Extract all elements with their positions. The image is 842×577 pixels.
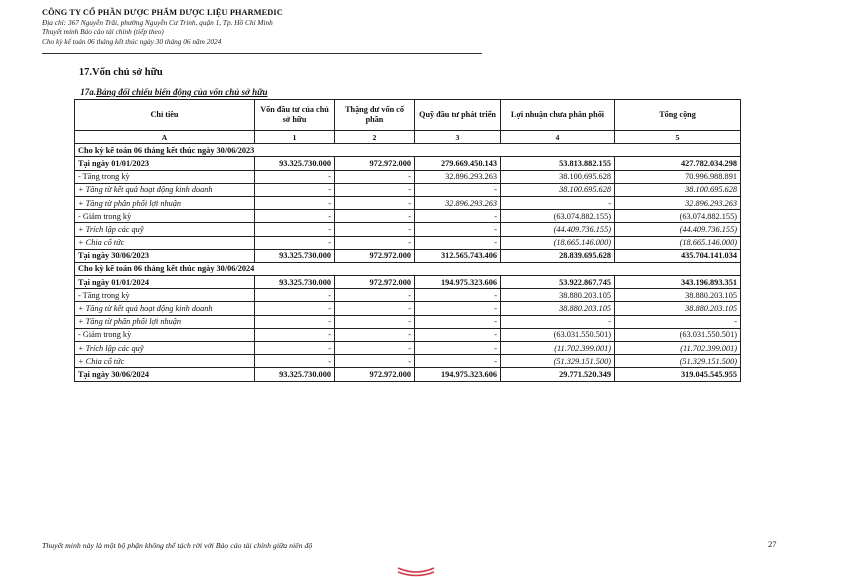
cell-value: - [501,315,615,328]
table-row [75,210,741,223]
cell-value: - [255,355,335,368]
period-row [75,262,741,275]
table-row [75,236,741,249]
table-row [75,328,741,341]
cell-value: - [335,289,415,302]
period-label: Cho kỳ kế toán 06 tháng kết thúc ngày 30/06/2024 [75,262,741,275]
table-row [75,368,741,381]
table-row [75,315,741,328]
cell-value: 38.100.695.628 [501,183,615,196]
cell-value: - [501,196,615,209]
row-label: - Tăng trong kỳ [75,289,255,302]
period-label: Cho kỳ kế toán 06 tháng kết thúc ngày 30/06/2023 [75,144,741,157]
cell-value: - [255,170,335,183]
report-subtitle: Thuyết minh Báo cáo tài chính (tiếp theo) [42,27,164,36]
cell-value: 972.972.000 [335,368,415,381]
column-index: 5 [615,131,741,144]
cell-value: 319.045.545.955 [615,368,741,381]
cell-value: - [415,223,501,236]
column-index-row [75,131,741,144]
column-header: Chỉ tiêu [75,100,255,131]
table-header-row [75,100,741,131]
cell-value: 38.880.203.105 [615,302,741,315]
row-label: + Trích lập các quỹ [75,223,255,236]
cell-value: - [255,223,335,236]
cell-value: 435.704.141.034 [615,249,741,262]
section-number: 17. [78,67,92,78]
cell-value: (63.031.550.501) [615,328,741,341]
equity-reconciliation-table [74,99,741,382]
cell-value: 38.880.203.105 [501,289,615,302]
cell-value: 972.972.000 [335,157,415,170]
cell-value: (51.329.151.500) [615,355,741,368]
table-row [75,342,741,355]
cell-value: 53.813.882.155 [501,157,615,170]
cell-value: 972.972.000 [335,249,415,262]
footer-note: Thuyết minh này là một bộ phận không thể tách rời với Báo cáo tài chính giữa niên độ [42,541,313,550]
cell-value: 93.325.730.000 [255,276,335,289]
row-label: + Tăng từ phân phối lợi nhuận [75,315,255,328]
cell-value: - [415,183,501,196]
cell-value: (63.031.550.501) [501,328,615,341]
cell-value: - [335,315,415,328]
row-label: Tại ngày 30/06/2023 [75,249,255,262]
company-name: CÔNG TY CỔ PHẦN DƯỢC PHẨM DƯỢC LIỆU PHARMEDIC [42,8,283,17]
cell-value: 279.669.450.143 [415,157,501,170]
cell-value: - [415,342,501,355]
column-header: Quỹ đầu tư phát triển [415,100,501,131]
table-row [75,196,741,209]
section-heading [60,67,163,78]
cell-value: 38.880.203.105 [501,302,615,315]
table-row [75,183,741,196]
row-label: Tại ngày 01/01/2024 [75,276,255,289]
cell-value: - [255,183,335,196]
cell-value: 53.922.867.745 [501,276,615,289]
cell-value: (11.702.399.001) [501,342,615,355]
row-label: + Trích lập các quỹ [75,342,255,355]
cell-value: - [255,315,335,328]
cell-value: - [415,355,501,368]
cell-value: - [335,223,415,236]
cell-value: (63.074.882.155) [615,210,741,223]
cell-value: 427.782.034.298 [615,157,741,170]
table-row [75,289,741,302]
subsection-number: 17a. [80,87,96,97]
cell-value: - [255,328,335,341]
company-logo-icon [396,566,436,577]
cell-value: - [335,196,415,209]
cell-value: - [335,170,415,183]
cell-value: 312.565.743.406 [415,249,501,262]
cell-value: 32.896.293.263 [415,196,501,209]
column-header: Thặng dư vốn cổ phần [335,100,415,131]
table-row [75,223,741,236]
section-title: Vốn chủ sở hữu [92,67,163,78]
row-label: - Giảm trong kỳ [75,210,255,223]
row-label: + Tăng từ phân phối lợi nhuận [75,196,255,209]
cell-value: - [255,289,335,302]
table-row [75,355,741,368]
cell-value: (63.074.882.155) [501,210,615,223]
cell-value: 70.996.988.891 [615,170,741,183]
cell-value: - [255,302,335,315]
header-divider [42,53,482,54]
subsection-heading [60,87,268,97]
column-header: Lợi nhuận chưa phân phối [501,100,615,131]
column-index: 2 [335,131,415,144]
cell-value: (11.702.399.001) [615,342,741,355]
column-header: Vốn đầu tư của chủ sở hữu [255,100,335,131]
cell-value: - [415,210,501,223]
column-header: Tổng cộng [615,100,741,131]
table-row [75,249,741,262]
cell-value: - [415,289,501,302]
column-index: 1 [255,131,335,144]
row-label: + Chia cổ tức [75,355,255,368]
report-period: Cho kỳ kế toán 06 tháng kết thúc ngày 30 tháng 06 năm 2024 [42,36,222,46]
subsection-title: Bảng đối chiếu biến động của vốn chủ sở hữu [96,87,268,97]
row-label: + Tăng từ kết quả hoạt động kinh doanh [75,302,255,315]
cell-value: - [615,315,741,328]
row-label: Tại ngày 30/06/2024 [75,368,255,381]
cell-value: 194.975.323.606 [415,368,501,381]
cell-value: 38.100.695.628 [501,170,615,183]
cell-value: - [255,342,335,355]
cell-value: - [335,302,415,315]
cell-value: 93.325.730.000 [255,249,335,262]
cell-value: (44.409.736.155) [615,223,741,236]
cell-value: - [255,236,335,249]
row-label: + Chia cổ tức [75,236,255,249]
column-index: 4 [501,131,615,144]
cell-value: 32.896.293.263 [415,170,501,183]
cell-value: 28.839.695.628 [501,249,615,262]
cell-value: - [335,342,415,355]
cell-value: 32.896.293.263 [615,196,741,209]
cell-value: 93.325.730.000 [255,157,335,170]
table-row [75,276,741,289]
cell-value: - [415,236,501,249]
cell-value: 29.771.520.349 [501,368,615,381]
cell-value: - [335,183,415,196]
cell-value: - [255,196,335,209]
cell-value: - [335,328,415,341]
cell-value: 38.100.695.628 [615,183,741,196]
row-label: Tại ngày 01/01/2023 [75,157,255,170]
cell-value: (18.665.146.000) [615,236,741,249]
cell-value: (18.665.146.000) [501,236,615,249]
cell-value: - [335,355,415,368]
row-label: - Giảm trong kỳ [75,328,255,341]
period-row [75,144,741,157]
cell-value: 343.196.893.351 [615,276,741,289]
column-index: A [75,131,255,144]
cell-value: 972.972.000 [335,276,415,289]
column-index: 3 [415,131,501,144]
cell-value: - [415,328,501,341]
document-header [42,8,482,46]
table-row [75,157,741,170]
cell-value: - [415,315,501,328]
cell-value: - [415,302,501,315]
table-row [75,302,741,315]
cell-value: - [335,236,415,249]
cell-value: 38.880.203.105 [615,289,741,302]
cell-value: - [335,210,415,223]
cell-value: (51.329.151.500) [501,355,615,368]
company-address: Địa chỉ: 367 Nguyễn Trãi, phường Nguyễn Cư Trinh, quận 1, Tp. Hồ Chí Minh [42,17,273,27]
page-number: 27 [768,539,777,549]
cell-value: - [255,210,335,223]
cell-value: 93.325.730.000 [255,368,335,381]
cell-value: 194.975.323.606 [415,276,501,289]
table-row [75,170,741,183]
row-label: + Tăng từ kết quả hoạt động kinh doanh [75,183,255,196]
row-label: - Tăng trong kỳ [75,170,255,183]
cell-value: (44.409.736.155) [501,223,615,236]
